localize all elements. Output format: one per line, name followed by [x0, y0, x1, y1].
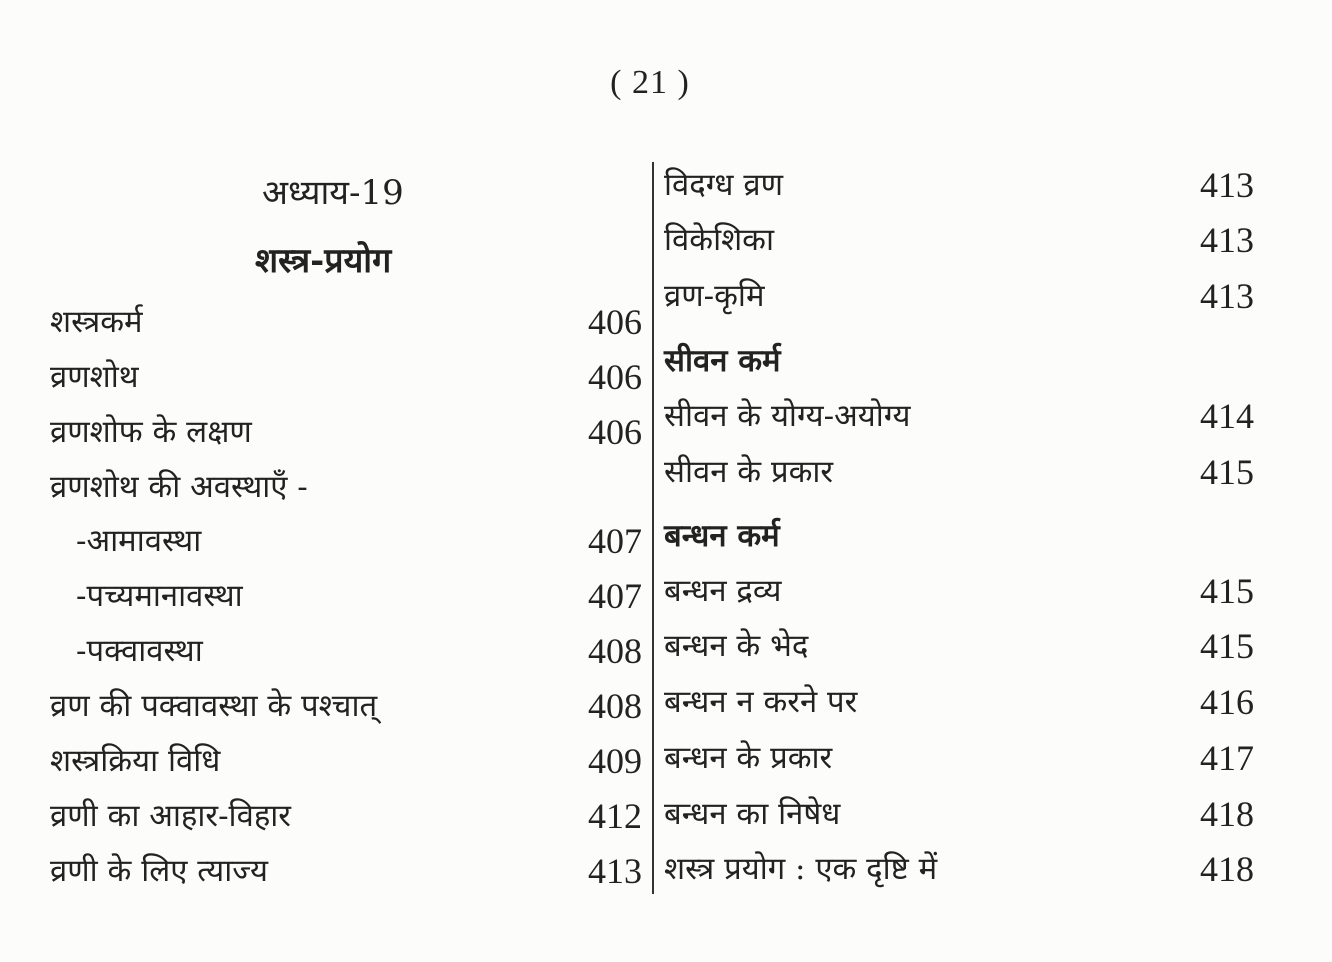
toc-entry-label: बन्धन द्रव्य — [664, 573, 782, 609]
toc-entry-label: व्रणशोथ की अवस्थाएँ - — [50, 469, 308, 505]
toc-entry-page: 412 — [588, 796, 642, 836]
toc-entry — [664, 218, 1254, 262]
chapter-title: अध्याय-19 — [262, 173, 404, 213]
toc-entry-label: शस्त्रक्रिया विधि — [50, 743, 221, 779]
toc-entry — [50, 574, 642, 618]
toc-entry-label: -पक्वावस्था — [76, 633, 203, 669]
toc-entry-page: 413 — [1200, 276, 1254, 316]
toc-entry-label: व्रण-कृमि — [664, 278, 765, 314]
toc-entry-page: 413 — [1200, 220, 1254, 260]
toc-entry-label: शस्त्रकर्म — [50, 304, 143, 340]
toc-entry — [664, 450, 1254, 494]
toc-entry — [664, 736, 1254, 780]
toc-entry-label: विकेशिका — [664, 222, 775, 258]
toc-entry-page: 406 — [588, 357, 642, 397]
toc-entry-label: व्रणी का आहार-विहार — [50, 798, 291, 834]
section-heading-bandhan: बन्धन कर्म — [664, 518, 780, 554]
toc-entry — [664, 624, 1254, 668]
toc-entry-label: बन्धन न करने पर — [664, 684, 858, 720]
toc-entry-page: 406 — [588, 302, 642, 342]
toc-entry-label: सीवन के प्रकार — [664, 454, 834, 490]
section-heading-sivan: सीवन कर्म — [664, 343, 781, 379]
toc-entry-page: 409 — [588, 741, 642, 781]
toc-entry-page: 415 — [1200, 571, 1254, 611]
toc-entry-page: 417 — [1200, 738, 1254, 778]
toc-entry-label: व्रणी के लिए त्याज्य — [50, 853, 268, 889]
toc-entry — [664, 569, 1254, 613]
toc-entry — [664, 163, 1254, 207]
toc-entry-page: 413 — [1200, 165, 1254, 205]
toc-entry — [50, 739, 642, 783]
toc-entry-page: 416 — [1200, 682, 1254, 722]
toc-entry-page: 408 — [588, 686, 642, 726]
toc-entry-label: शस्त्र प्रयोग : एक दृष्टि में — [664, 851, 938, 887]
toc-entry — [50, 519, 642, 563]
toc-entry — [50, 410, 642, 454]
toc-entry-page: 406 — [588, 412, 642, 452]
toc-entry-label: बन्धन के भेद — [664, 628, 809, 664]
chapter-subtitle: शस्त्र-प्रयोग — [255, 241, 392, 281]
toc-entry-label: सीवन के योग्य-अयोग्य — [664, 398, 911, 434]
toc-entry-page: 413 — [588, 851, 642, 891]
toc-entry-label: विदग्ध व्रण — [664, 167, 784, 203]
toc-entry — [50, 465, 642, 509]
column-divider — [652, 162, 654, 894]
toc-entry — [50, 794, 642, 838]
toc-entry — [50, 849, 642, 893]
page-number: ( 21 ) — [610, 64, 690, 101]
toc-entry-label: -आमावस्था — [76, 523, 202, 559]
toc-entry — [50, 355, 642, 399]
toc-entry-page: 415 — [1200, 452, 1254, 492]
toc-entry — [664, 792, 1254, 836]
toc-entry-page: 414 — [1200, 396, 1254, 436]
toc-entry-label: बन्धन के प्रकार — [664, 740, 833, 776]
toc-entry-label: व्रणशोफ के लक्षण — [50, 414, 252, 450]
toc-entry-label: बन्धन का निषेध — [664, 796, 841, 832]
toc-entry-page: 418 — [1200, 849, 1254, 889]
toc-entry — [50, 300, 642, 344]
toc-entry-label: -पच्यमानावस्था — [76, 578, 243, 614]
toc-entry — [664, 680, 1254, 724]
toc-entry — [664, 274, 1254, 318]
toc-entry-page: 407 — [588, 521, 642, 561]
toc-entry-page: 408 — [588, 631, 642, 671]
toc-entry — [664, 847, 1254, 891]
toc-entry-page: 407 — [588, 576, 642, 616]
toc-entry-page: 418 — [1200, 794, 1254, 834]
toc-entry — [664, 394, 1254, 438]
toc-entry-page: 415 — [1200, 626, 1254, 666]
toc-entry — [50, 684, 642, 728]
toc-entry-label: व्रणशोथ — [50, 359, 139, 395]
toc-entry-label: व्रण की पक्वावस्था के पश्चात् — [50, 688, 378, 724]
toc-entry — [50, 629, 642, 673]
